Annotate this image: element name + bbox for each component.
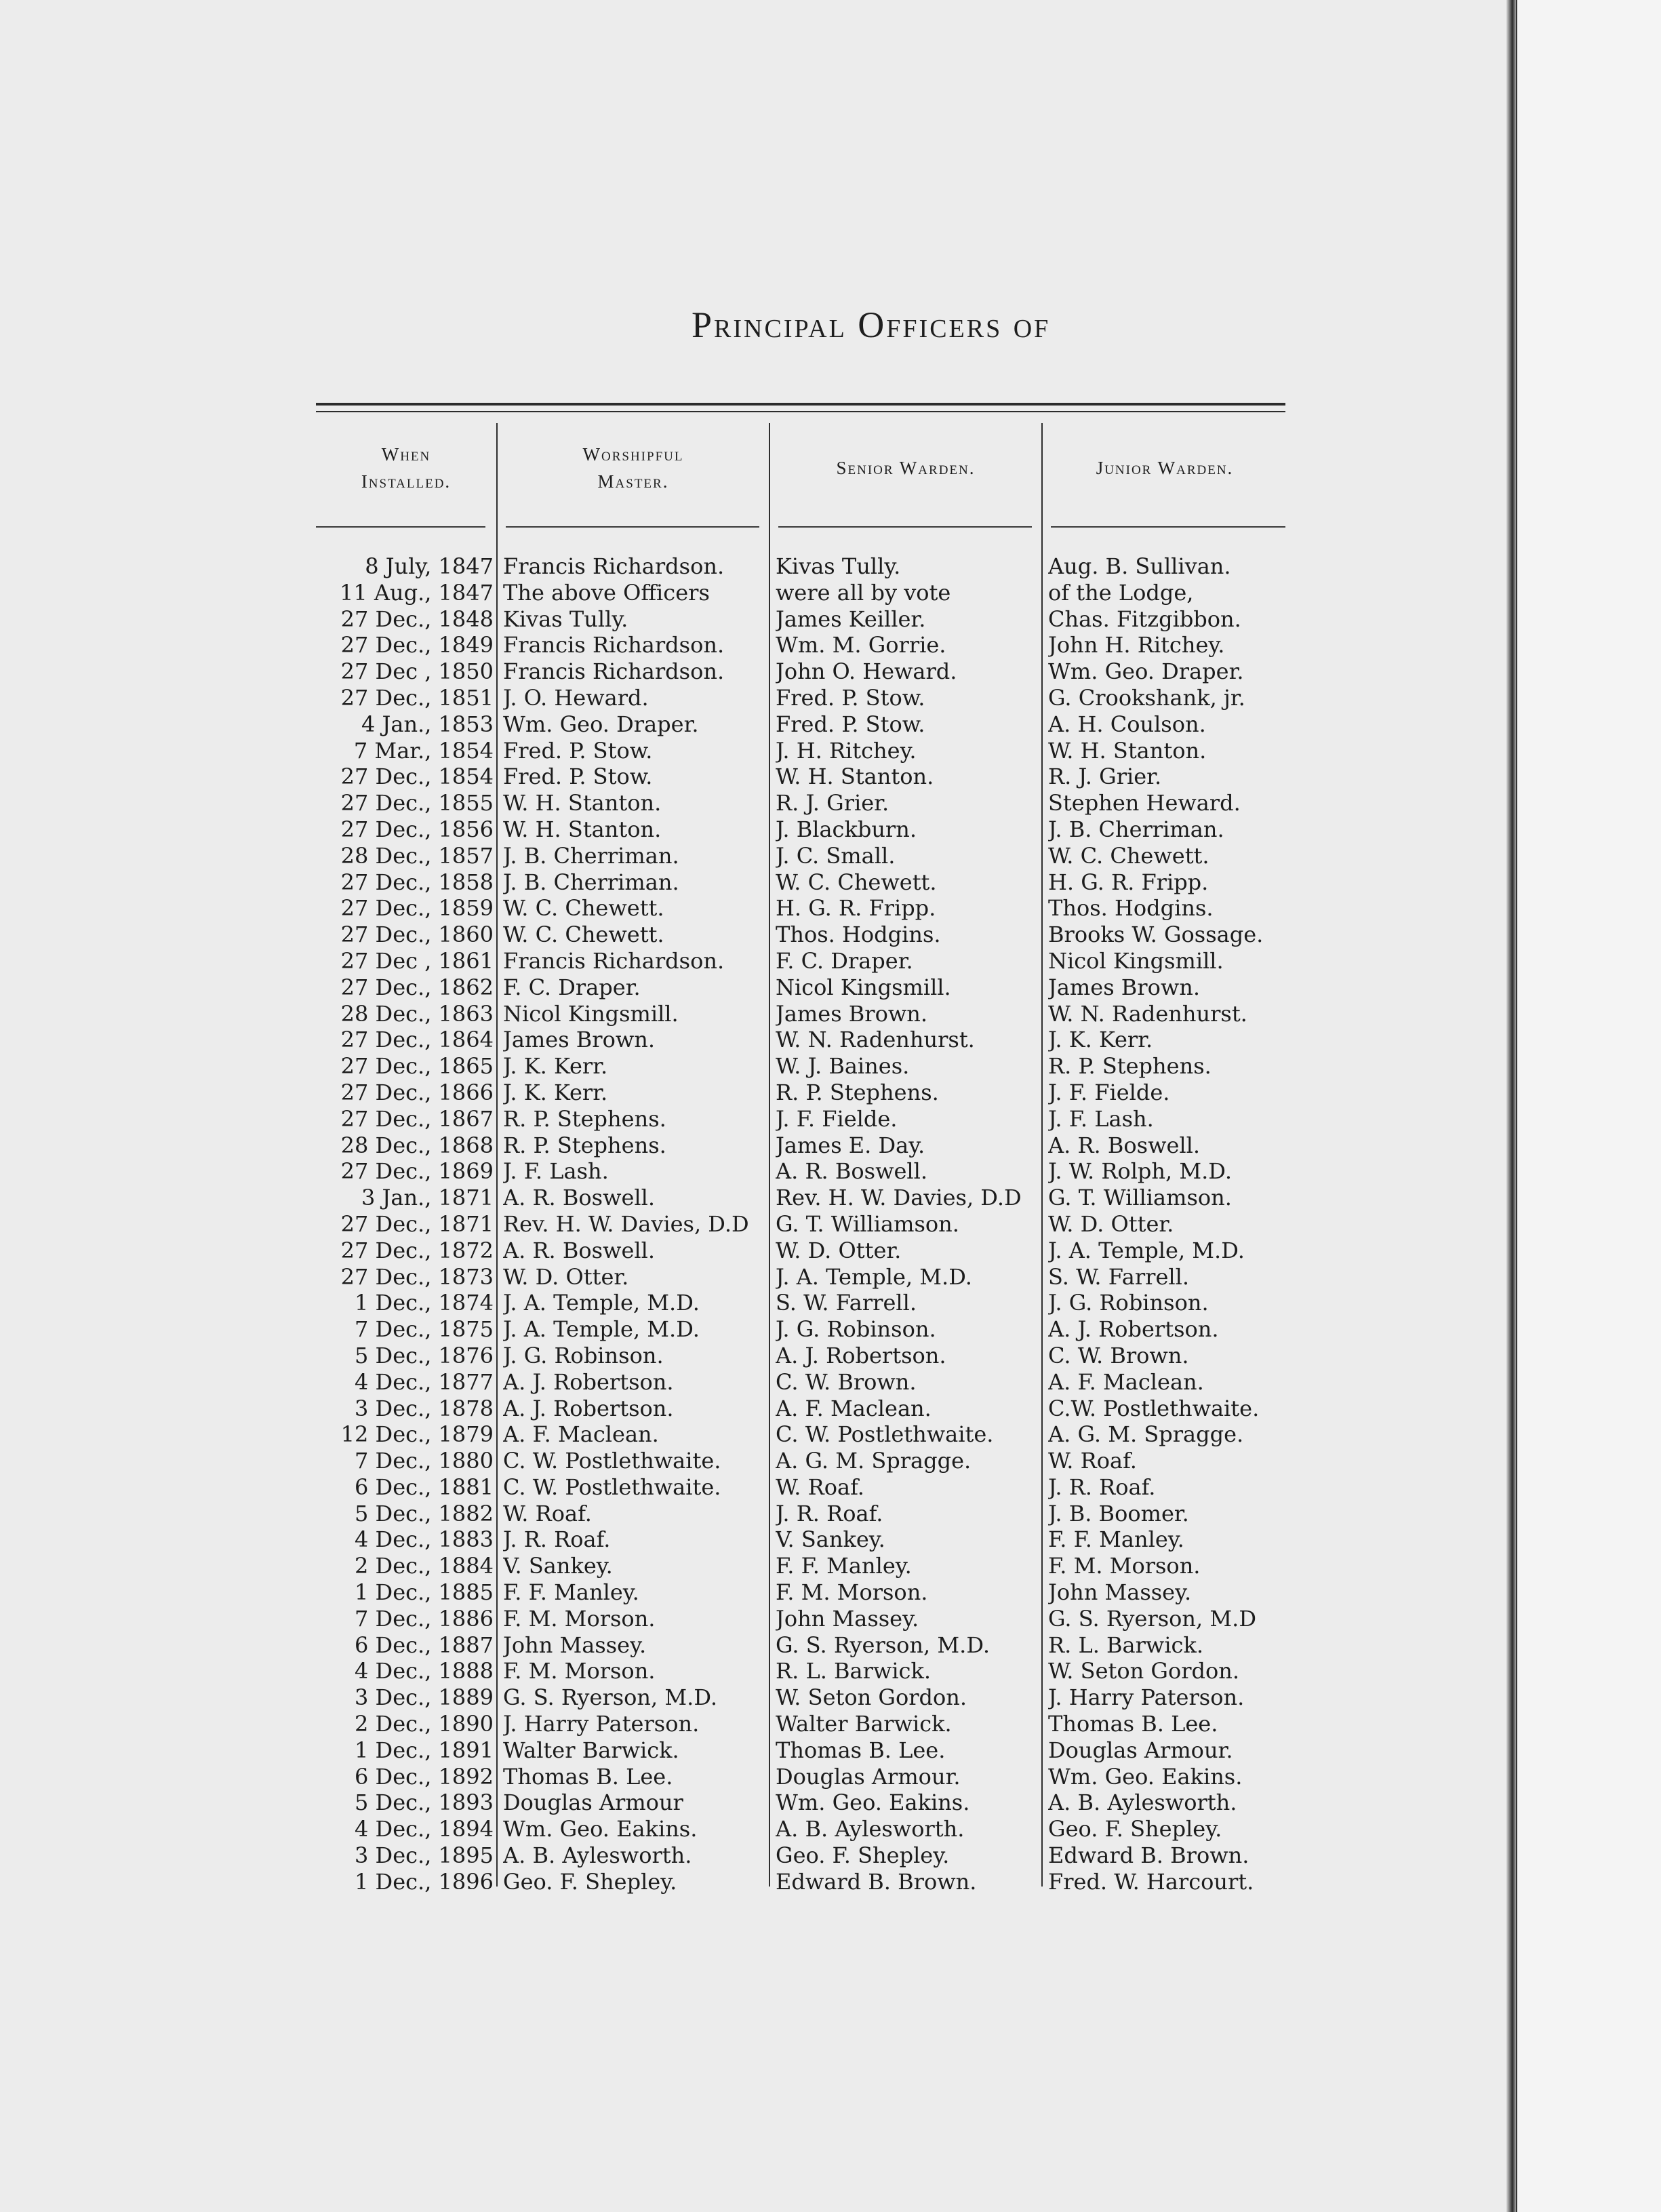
junior-warden-cell: Edward B. Brown. — [1048, 1842, 1249, 1869]
installed-date-cell: 7 Mar., 1854 — [353, 737, 494, 764]
senior-warden-cell: Walter Barwick. — [776, 1711, 952, 1737]
worshipful-master-cell: G. S. Ryerson, M.D. — [503, 1684, 717, 1711]
worshipful-master-cell: W. C. Chewett. — [503, 922, 664, 948]
junior-warden-cell: W. Seton Gordon. — [1048, 1658, 1240, 1684]
installed-date-cell: 12 Dec., 1879 — [340, 1421, 494, 1448]
installed-date-cell: 1 Dec., 1891 — [355, 1737, 494, 1763]
junior-warden-cell: W. N. Radenhurst. — [1048, 1000, 1247, 1027]
table-row — [316, 1579, 1299, 1606]
installed-date-cell: 4 Jan., 1853 — [361, 711, 494, 737]
worshipful-master-cell: A. J. Robertson. — [503, 1395, 674, 1421]
installed-date-cell: 7 Dec., 1886 — [355, 1605, 494, 1632]
senior-warden-cell: A. F. Maclean. — [776, 1395, 932, 1421]
senior-warden-cell: J. F. Fielde. — [776, 1105, 898, 1132]
senior-warden-cell: Fred. P. Stow. — [776, 684, 925, 711]
worshipful-master-cell: J. B. Cherriman. — [503, 842, 679, 869]
senior-warden-cell: W. H. Stanton. — [776, 764, 934, 790]
installed-date-cell: 27 Dec., 1871 — [340, 1210, 494, 1237]
table-row — [316, 1185, 1299, 1211]
worshipful-master-cell: F. M. Morson. — [503, 1605, 656, 1632]
worshipful-master-cell: Wm. Geo. Draper. — [503, 711, 699, 737]
senior-warden-cell: A. G. M. Spragge. — [776, 1448, 972, 1474]
junior-warden-cell: James Brown. — [1048, 974, 1201, 1000]
worshipful-master-cell: Nicol Kingsmill. — [503, 1000, 679, 1027]
worshipful-master-cell: A. J. Robertson. — [503, 1368, 674, 1395]
table-row — [316, 1369, 1299, 1396]
table-row — [316, 895, 1299, 922]
table-row — [316, 1001, 1299, 1027]
senior-warden-cell: W. Seton Gordon. — [776, 1684, 967, 1711]
table-row — [316, 1737, 1299, 1764]
installed-date-cell: 6 Dec., 1887 — [355, 1632, 494, 1658]
table-row — [316, 1711, 1299, 1737]
table-row — [316, 948, 1299, 974]
junior-warden-cell: J. B. Cherriman. — [1048, 816, 1224, 842]
junior-warden-cell: J. F. Fielde. — [1048, 1079, 1170, 1105]
junior-warden-cell: Nicol Kingsmill. — [1048, 947, 1224, 974]
table-row — [316, 1027, 1299, 1053]
worshipful-master-cell: Geo. F. Shepley. — [503, 1868, 677, 1895]
installed-date-cell: 27 Dec., 1869 — [340, 1158, 494, 1185]
senior-warden-cell: G. S. Ryerson, M.D. — [776, 1632, 990, 1658]
table-row — [316, 1211, 1299, 1238]
installed-date-cell: 4 Dec., 1888 — [355, 1658, 494, 1684]
table-row — [316, 1606, 1299, 1632]
senior-warden-cell: were all by vote — [776, 579, 951, 606]
junior-warden-cell: R. L. Barwick. — [1048, 1632, 1204, 1658]
table-row — [316, 1684, 1299, 1711]
senior-warden-cell: R. L. Barwick. — [776, 1658, 932, 1684]
junior-warden-cell: A. F. Maclean. — [1048, 1368, 1204, 1395]
installed-date-cell: 7 Dec., 1875 — [355, 1316, 494, 1343]
worshipful-master-cell: Douglas Armour — [503, 1790, 683, 1816]
senior-warden-cell: Nicol Kingsmill. — [776, 974, 951, 1000]
worshipful-master-cell: John Massey. — [503, 1632, 647, 1658]
junior-warden-cell: C. W. Brown. — [1048, 1342, 1189, 1368]
table-row — [316, 1526, 1299, 1553]
table-row — [316, 843, 1299, 869]
worshipful-master-cell: J. A. Temple, M.D. — [503, 1290, 700, 1316]
worshipful-master-cell: J. B. Cherriman. — [503, 869, 679, 895]
installed-date-cell: 2 Dec., 1884 — [355, 1553, 494, 1579]
worshipful-master-cell: W. Roaf. — [503, 1500, 592, 1526]
facing-page-edge — [1517, 0, 1661, 2212]
junior-warden-cell: J. G. Robinson. — [1048, 1290, 1209, 1316]
senior-warden-cell: Douglas Armour. — [776, 1763, 961, 1790]
table-row — [316, 764, 1299, 790]
installed-date-cell: 4 Dec., 1883 — [355, 1526, 494, 1553]
installed-date-cell: 28 Dec., 1868 — [340, 1132, 494, 1158]
worshipful-master-cell: A. R. Boswell. — [503, 1237, 656, 1263]
table-row — [316, 553, 1299, 580]
worshipful-master-cell: Francis Richardson. — [503, 553, 725, 579]
table-row — [316, 1238, 1299, 1264]
header-worshipful-master-line1: Worshipful — [582, 444, 684, 465]
senior-warden-cell: A. B. Aylesworth. — [776, 1816, 965, 1842]
header-junior-warden: Junior Warden. — [1096, 458, 1234, 478]
installed-date-cell: 27 Dec , 1850 — [340, 658, 494, 685]
column-rule — [1051, 526, 1285, 528]
worshipful-master-cell: C. W. Postlethwaite. — [503, 1474, 721, 1500]
table-row — [316, 632, 1299, 658]
senior-warden-cell: Fred. P. Stow. — [776, 711, 925, 737]
senior-warden-cell: C. W. Postlethwaite. — [776, 1421, 994, 1448]
junior-warden-cell: J. A. Temple, M.D. — [1048, 1237, 1245, 1263]
table-row — [316, 974, 1299, 1001]
senior-warden-cell: J. H. Ritchey. — [776, 737, 917, 764]
junior-warden-cell: R. P. Stephens. — [1048, 1053, 1212, 1080]
column-rule — [316, 526, 485, 528]
worshipful-master-cell: R. P. Stephens. — [503, 1132, 666, 1158]
header-when-installed — [316, 441, 496, 495]
installed-date-cell: 5 Dec., 1882 — [355, 1500, 494, 1526]
officers-table — [316, 553, 1299, 1895]
junior-warden-cell: of the Lodge, — [1048, 579, 1194, 606]
senior-warden-cell: W. Roaf. — [776, 1474, 864, 1500]
table-row — [316, 1448, 1299, 1474]
header-rule-bottom — [316, 411, 1285, 412]
senior-warden-cell: Thomas B. Lee. — [776, 1737, 946, 1763]
installed-date-cell: 8 July, 1847 — [365, 553, 494, 579]
worshipful-master-cell: James Brown. — [503, 1027, 656, 1053]
senior-warden-cell: Wm. M. Gorrie. — [776, 632, 946, 658]
worshipful-master-cell: W. C. Chewett. — [503, 895, 664, 922]
senior-warden-cell: Rev. H. W. Davies, D.D — [776, 1185, 1022, 1211]
worshipful-master-cell: Walter Barwick. — [503, 1737, 679, 1763]
installed-date-cell: 6 Dec., 1892 — [355, 1763, 494, 1790]
installed-date-cell: 27 Dec., 1848 — [340, 606, 494, 632]
table-row — [316, 1869, 1299, 1895]
table-row — [316, 1816, 1299, 1842]
worshipful-master-cell: V. Sankey. — [503, 1553, 613, 1579]
worshipful-master-cell: Fred. P. Stow. — [503, 737, 653, 764]
worshipful-master-cell: F. M. Morson. — [503, 1658, 656, 1684]
worshipful-master-cell: Francis Richardson. — [503, 947, 725, 974]
worshipful-master-cell: J. F. Lash. — [503, 1158, 609, 1185]
junior-warden-cell: G. T. Williamson. — [1048, 1185, 1232, 1211]
senior-warden-cell: J. G. Robinson. — [776, 1316, 936, 1343]
installed-date-cell: 27 Dec., 1872 — [340, 1237, 494, 1263]
installed-date-cell: 4 Dec., 1877 — [355, 1368, 494, 1395]
table-row — [316, 1132, 1299, 1159]
junior-warden-cell: S. W. Farrell. — [1048, 1263, 1190, 1290]
worshipful-master-cell: R. P. Stephens. — [503, 1105, 666, 1132]
header-rule-top — [316, 403, 1285, 406]
junior-warden-cell: J. R. Roaf. — [1048, 1474, 1156, 1500]
junior-warden-cell: W. H. Stanton. — [1048, 737, 1207, 764]
installed-date-cell: 1 Dec., 1874 — [355, 1290, 494, 1316]
installed-date-cell: 27 Dec., 1849 — [340, 632, 494, 658]
installed-date-cell: 27 Dec., 1855 — [340, 790, 494, 816]
header-when-installed-line2: Installed. — [361, 471, 452, 492]
worshipful-master-cell: Wm. Geo. Eakins. — [503, 1816, 698, 1842]
worshipful-master-cell: A. B. Aylesworth. — [503, 1842, 692, 1869]
table-row — [316, 869, 1299, 896]
junior-warden-cell: R. J. Grier. — [1048, 764, 1162, 790]
senior-warden-cell: J. A. Temple, M.D. — [776, 1263, 972, 1290]
installed-date-cell: 11 Aug., 1847 — [339, 579, 494, 606]
senior-warden-cell: F. C. Draper. — [776, 947, 913, 974]
junior-warden-cell: J. Harry Paterson. — [1048, 1684, 1245, 1711]
worshipful-master-cell: J. G. Robinson. — [503, 1342, 664, 1368]
senior-warden-cell: W. N. Radenhurst. — [776, 1027, 975, 1053]
junior-warden-cell: A. R. Boswell. — [1048, 1132, 1201, 1158]
table-row — [316, 1842, 1299, 1869]
junior-warden-cell: A. H. Coulson. — [1048, 711, 1206, 737]
installed-date-cell: 3 Dec., 1895 — [355, 1842, 494, 1869]
installed-date-cell: 27 Dec., 1856 — [340, 816, 494, 842]
installed-date-cell: 5 Dec., 1876 — [355, 1342, 494, 1368]
worshipful-master-cell: F. F. Manley. — [503, 1579, 639, 1606]
senior-warden-cell: James Keiller. — [776, 606, 926, 632]
installed-date-cell: 2 Dec., 1890 — [355, 1711, 494, 1737]
installed-date-cell: 27 Dec., 1865 — [340, 1053, 494, 1080]
table-row — [316, 711, 1299, 738]
installed-date-cell: 4 Dec., 1894 — [355, 1816, 494, 1842]
worshipful-master-cell: J. O. Heward. — [503, 684, 649, 711]
installed-date-cell: 27 Dec., 1860 — [340, 922, 494, 948]
table-row — [316, 1501, 1299, 1527]
table-row — [316, 1632, 1299, 1659]
junior-warden-cell: W. C. Chewett. — [1048, 842, 1209, 869]
senior-warden-cell: A. R. Boswell. — [776, 1158, 928, 1185]
installed-date-cell: 27 Dec., 1862 — [340, 974, 494, 1000]
installed-date-cell: 27 Dec., 1867 — [340, 1105, 494, 1132]
worshipful-master-cell: J. A. Temple, M.D. — [503, 1316, 700, 1343]
column-rule — [506, 526, 759, 528]
worshipful-master-cell: J. R. Roaf. — [503, 1526, 611, 1553]
installed-date-cell: 27 Dec., 1859 — [340, 895, 494, 922]
senior-warden-cell: W. C. Chewett. — [776, 869, 937, 895]
table-row — [316, 1474, 1299, 1501]
worshipful-master-cell: Thomas B. Lee. — [503, 1763, 673, 1790]
worshipful-master-cell: F. C. Draper. — [503, 974, 641, 1000]
junior-warden-cell: C.W. Postlethwaite. — [1048, 1395, 1260, 1421]
table-row — [316, 658, 1299, 685]
junior-warden-cell: Stephen Heward. — [1048, 790, 1241, 816]
junior-warden-cell: Wm. Geo. Eakins. — [1048, 1763, 1243, 1790]
worshipful-master-cell: Fred. P. Stow. — [503, 764, 653, 790]
junior-warden-cell: Chas. Fitzgibbon. — [1048, 606, 1241, 632]
senior-warden-cell: R. P. Stephens. — [776, 1079, 939, 1105]
senior-warden-cell: J. Blackburn. — [776, 816, 917, 842]
installed-date-cell: 27 Dec., 1866 — [340, 1079, 494, 1105]
table-row — [316, 1764, 1299, 1790]
installed-date-cell: 27 Dec., 1873 — [340, 1263, 494, 1290]
junior-warden-cell: A. B. Aylesworth. — [1048, 1790, 1237, 1816]
worshipful-master-cell: W. H. Stanton. — [503, 790, 662, 816]
junior-warden-cell: Thomas B. Lee. — [1048, 1711, 1218, 1737]
senior-warden-cell: Wm. Geo. Eakins. — [776, 1790, 970, 1816]
table-row — [316, 685, 1299, 711]
installed-date-cell: 3 Dec., 1889 — [355, 1684, 494, 1711]
header-senior-warden: Senior Warden. — [836, 458, 976, 478]
table-row — [316, 922, 1299, 948]
junior-warden-cell: Wm. Geo. Draper. — [1048, 658, 1244, 685]
junior-warden-cell: F. F. Manley. — [1048, 1526, 1184, 1553]
senior-warden-cell: John Massey. — [776, 1605, 919, 1632]
worshipful-master-cell: A. F. Maclean. — [503, 1421, 659, 1448]
junior-warden-cell: F. M. Morson. — [1048, 1553, 1201, 1579]
installed-date-cell: 5 Dec., 1893 — [355, 1790, 494, 1816]
worshipful-master-cell: J. K. Kerr. — [503, 1079, 608, 1105]
junior-warden-cell: Aug. B. Sullivan. — [1048, 553, 1231, 579]
installed-date-cell: 1 Dec., 1885 — [355, 1579, 494, 1606]
installed-date-cell: 28 Dec., 1863 — [340, 1000, 494, 1027]
installed-date-cell: 27 Dec., 1864 — [340, 1027, 494, 1053]
header-when-installed-line1: When — [381, 444, 431, 465]
senior-warden-cell: C. W. Brown. — [776, 1368, 917, 1395]
senior-warden-cell: John O. Heward. — [776, 658, 957, 685]
worshipful-master-cell: Francis Richardson. — [503, 632, 725, 658]
installed-date-cell: 3 Dec., 1878 — [355, 1395, 494, 1421]
table-row — [316, 1290, 1299, 1316]
installed-date-cell: 28 Dec., 1857 — [340, 842, 494, 869]
installed-date-cell: 6 Dec., 1881 — [355, 1474, 494, 1500]
junior-warden-cell: W. Roaf. — [1048, 1448, 1137, 1474]
worshipful-master-cell: J. K. Kerr. — [503, 1053, 608, 1080]
senior-warden-cell: F. F. Manley. — [776, 1553, 912, 1579]
junior-warden-cell: G. Crookshank, jr. — [1048, 684, 1245, 711]
column-rule — [778, 526, 1032, 528]
senior-warden-cell: J. C. Small. — [776, 842, 896, 869]
senior-warden-cell: S. W. Farrell. — [776, 1290, 917, 1316]
junior-warden-cell: Douglas Armour. — [1048, 1737, 1233, 1763]
senior-warden-cell: James E. Day. — [776, 1132, 925, 1158]
header-worshipful-master — [498, 441, 769, 495]
junior-warden-cell: J. K. Kerr. — [1048, 1027, 1153, 1053]
table-row — [316, 1421, 1299, 1448]
installed-date-cell: 7 Dec., 1880 — [355, 1448, 494, 1474]
table-row — [316, 1053, 1299, 1080]
junior-warden-cell: John H. Ritchey. — [1048, 632, 1225, 658]
installed-date-cell: 3 Jan., 1871 — [361, 1185, 494, 1211]
installed-date-cell: 1 Dec., 1896 — [355, 1868, 494, 1895]
table-row — [316, 580, 1299, 606]
table-row — [316, 1080, 1299, 1106]
senior-warden-cell: Kivas Tully. — [776, 553, 901, 579]
table-row — [316, 606, 1299, 633]
table-row — [316, 1158, 1299, 1185]
senior-warden-cell: Thos. Hodgins. — [776, 922, 941, 948]
junior-warden-cell: A. G. M. Spragge. — [1048, 1421, 1244, 1448]
junior-warden-cell: Fred. W. Harcourt. — [1048, 1868, 1254, 1895]
header-worshipful-master-line2: Master. — [597, 471, 669, 492]
worshipful-master-cell: A. R. Boswell. — [503, 1185, 656, 1211]
senior-warden-cell: W. D. Otter. — [776, 1237, 902, 1263]
senior-warden-cell: G. T. Williamson. — [776, 1210, 959, 1237]
installed-date-cell: 27 Dec., 1858 — [340, 869, 494, 895]
senior-warden-cell: Geo. F. Shepley. — [776, 1842, 950, 1869]
page-title: Principal Officers of — [692, 304, 1051, 345]
table-row — [316, 1790, 1299, 1816]
junior-warden-cell: Thos. Hodgins. — [1048, 895, 1214, 922]
worshipful-master-cell: The above Officers — [503, 579, 710, 606]
junior-warden-cell: J. W. Rolph, M.D. — [1048, 1158, 1232, 1185]
table-row — [316, 738, 1299, 764]
installed-date-cell: 27 Dec , 1861 — [340, 947, 494, 974]
table-row — [316, 1396, 1299, 1422]
senior-warden-cell: H. G. R. Fripp. — [776, 895, 936, 922]
junior-warden-cell: Brooks W. Gossage. — [1048, 922, 1264, 948]
junior-warden-cell: H. G. R. Fripp. — [1048, 869, 1209, 895]
senior-warden-cell: A. J. Robertson. — [776, 1342, 946, 1368]
worshipful-master-cell: C. W. Postlethwaite. — [503, 1448, 721, 1474]
table-row — [316, 1553, 1299, 1579]
table-row — [316, 790, 1299, 816]
worshipful-master-cell: Francis Richardson. — [503, 658, 725, 685]
senior-warden-cell: James Brown. — [776, 1000, 928, 1027]
junior-warden-cell: J. B. Boomer. — [1048, 1500, 1189, 1526]
junior-warden-cell: Geo. F. Shepley. — [1048, 1816, 1222, 1842]
junior-warden-cell: J. F. Lash. — [1048, 1105, 1154, 1132]
senior-warden-cell: V. Sankey. — [776, 1526, 885, 1553]
table-row — [316, 1316, 1299, 1343]
installed-date-cell: 27 Dec., 1854 — [340, 764, 494, 790]
senior-warden-cell: Edward B. Brown. — [776, 1868, 977, 1895]
table-row — [316, 1658, 1299, 1684]
senior-warden-cell: W. J. Baines. — [776, 1053, 910, 1080]
table-row — [316, 1106, 1299, 1132]
table-row — [316, 1264, 1299, 1290]
worshipful-master-cell: W. D. Otter. — [503, 1263, 629, 1290]
senior-warden-cell: J. R. Roaf. — [776, 1500, 883, 1526]
worshipful-master-cell: Rev. H. W. Davies, D.D — [503, 1210, 749, 1237]
table-row — [316, 816, 1299, 843]
senior-warden-cell: R. J. Grier. — [776, 790, 889, 816]
worshipful-master-cell: Kivas Tully. — [503, 606, 628, 632]
worshipful-master-cell: W. H. Stanton. — [503, 816, 662, 842]
installed-date-cell: 27 Dec., 1851 — [340, 684, 494, 711]
junior-warden-cell: G. S. Ryerson, M.D — [1048, 1605, 1256, 1632]
table-row — [316, 1343, 1299, 1369]
senior-warden-cell: F. M. Morson. — [776, 1579, 928, 1606]
junior-warden-cell: A. J. Robertson. — [1048, 1316, 1219, 1343]
worshipful-master-cell: J. Harry Paterson. — [503, 1711, 700, 1737]
junior-warden-cell: W. D. Otter. — [1048, 1210, 1174, 1237]
junior-warden-cell: John Massey. — [1048, 1579, 1192, 1606]
